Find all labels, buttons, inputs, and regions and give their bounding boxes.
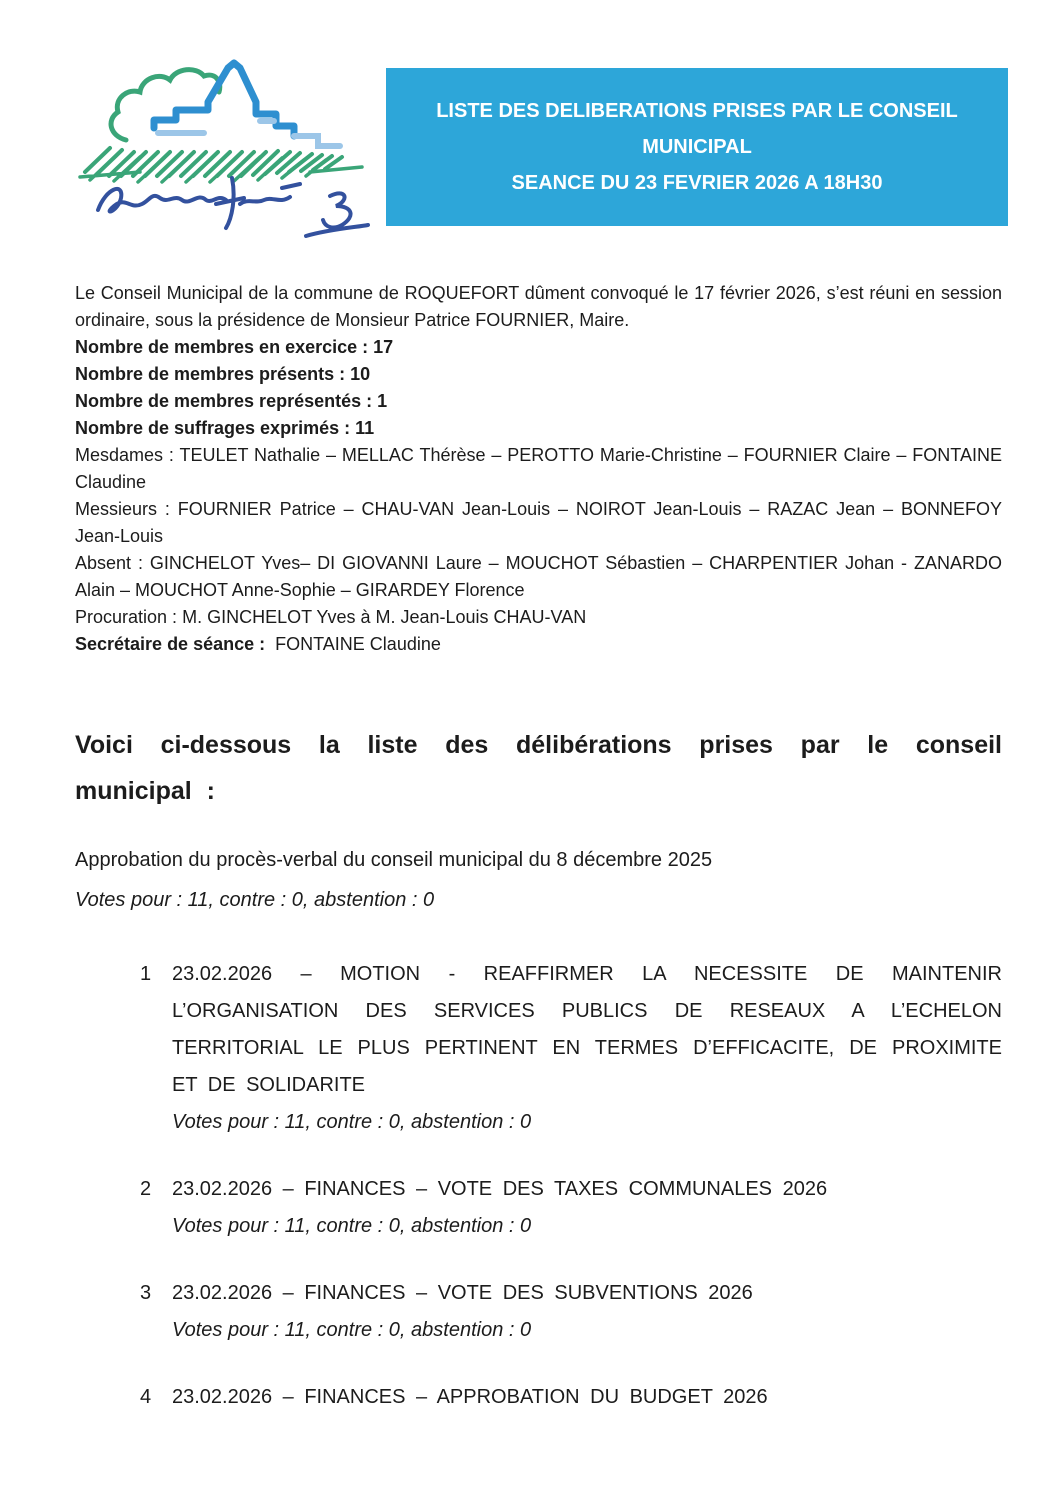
deliberation-number: 2 xyxy=(140,1178,152,1200)
deliberation-title: 23.02.2026 – FINANCES – VOTE DES SUBVENTIONS 2026 xyxy=(172,1282,753,1304)
secretaire-line xyxy=(75,631,1002,658)
logo-tree-outline xyxy=(111,70,220,140)
banner-title-line1: LISTE DES DELIBERATIONS PRISES PAR LE CONSEIL xyxy=(436,100,958,122)
logo-signature-2 xyxy=(216,178,300,228)
title-banner xyxy=(386,68,1008,226)
approbation-votes: Votes pour : 11, contre : 0, abstention : 0 xyxy=(75,889,435,911)
convocation-paragraph: Le Conseil Municipal de la commune de ROQUEFORT dûment convoqué le 17 février 2026, s’est réuni en session ordinaire, sous la présidence de Monsieur Patrice FOURNIER, Maire. xyxy=(75,283,1002,330)
procuration-line xyxy=(75,604,1002,631)
mesdames-label: Mesdames : xyxy=(75,445,174,465)
deliberation-title: 23.02.2026 – FINANCES – APPROBATION DU BUDGET 2026 xyxy=(172,1386,768,1408)
deliberation-number: 1 xyxy=(140,963,152,985)
deliberation-title: 23.02.2026 – MOTION - REAFFIRMER LA NECESSITE DE MAINTENIR L’ORGANISATION DES SERVICES PUBLICS DE RESEAUX A L’ECHELON TERRITORIAL LE PLUS PERTINENT EN TERMES D’EFFICACITE, DE PROXIMITE ET DE SOLIDARITE xyxy=(172,963,1002,1096)
approbation-title: Approbation du procès-verbal du conseil municipal du 8 décembre 2025 xyxy=(75,849,713,871)
section-heading: Voici ci-dessous la liste des délibérations prises par le conseil municipal : xyxy=(75,731,1002,805)
deliberation-number: 4 xyxy=(140,1386,152,1408)
mesdames-names: TEULET Nathalie – MELLAC Thérèse – PEROTTO Marie-Christine – FOURNIER Claire – FONTAINE Claudine xyxy=(75,445,1002,492)
procuration-label: Procuration : xyxy=(75,607,178,627)
deliberations-section xyxy=(75,722,1002,1416)
roquefort-logo-icon xyxy=(70,50,370,242)
secretaire-label: Secrétaire de séance : xyxy=(75,634,266,654)
deliberation-item xyxy=(140,956,1002,1141)
deliberation-title: 23.02.2026 – FINANCES – VOTE DES TAXES COMMUNALES 2026 xyxy=(172,1178,828,1200)
roquefort-logo xyxy=(70,50,370,242)
deliberation-item xyxy=(140,1379,1002,1416)
approbation-block xyxy=(75,840,1002,920)
deliberation-votes: Votes pour : 11, contre : 0, abstention : 0 xyxy=(172,1215,532,1237)
deliberation-votes: Votes pour : 11, contre : 0, abstention : 0 xyxy=(172,1319,532,1341)
banner-title-line2: MUNICIPAL xyxy=(642,136,752,158)
stat-suffrages-exprimes: Nombre de suffrages exprimés : 11 xyxy=(75,418,375,438)
deliberation-votes: Votes pour : 11, contre : 0, abstention : 0 xyxy=(172,1111,532,1133)
secretaire-name: FONTAINE Claudine xyxy=(275,634,441,654)
session-info xyxy=(75,280,1002,658)
messieurs-names: FOURNIER Patrice – CHAU-VAN Jean-Louis – NOIROT Jean-Louis – RAZAC Jean – BONNEFOY Jean-Louis xyxy=(75,499,1002,546)
logo-signature-flourish xyxy=(306,193,368,236)
document-header xyxy=(75,0,1002,250)
banner-seance-line: SEANCE DU 23 FEVRIER 2026 A 18H30 xyxy=(511,172,883,194)
stat-membres-exercice: Nombre de membres en exercice : 17 xyxy=(75,337,394,357)
procuration-names: M. GINCHELOT Yves à M. Jean-Louis CHAU-VAN xyxy=(182,607,587,627)
messieurs-label: Messieurs : xyxy=(75,499,170,519)
deliberations-list xyxy=(75,956,1002,1416)
stat-membres-presents: Nombre de membres présents : 10 xyxy=(75,364,371,384)
mesdames-line xyxy=(75,442,1002,496)
absent-label: Absent : xyxy=(75,553,143,573)
logo-church-light xyxy=(158,121,340,146)
absent-names: GINCHELOT Yves– DI GIOVANNI Laure – MOUCHOT Sébastien – CHARPENTIER Johan - ZANARDO Alain – MOUCHOT Anne-Sophie – GIRARDEY Florence xyxy=(75,553,1002,600)
messieurs-line xyxy=(75,496,1002,550)
absent-line xyxy=(75,550,1002,604)
deliberation-item xyxy=(140,1275,1002,1349)
deliberation-number: 3 xyxy=(140,1282,152,1304)
logo-signature xyxy=(98,189,226,212)
deliberation-item xyxy=(140,1171,1002,1245)
stat-membres-representes: Nombre de membres représentés : 1 xyxy=(75,391,388,411)
